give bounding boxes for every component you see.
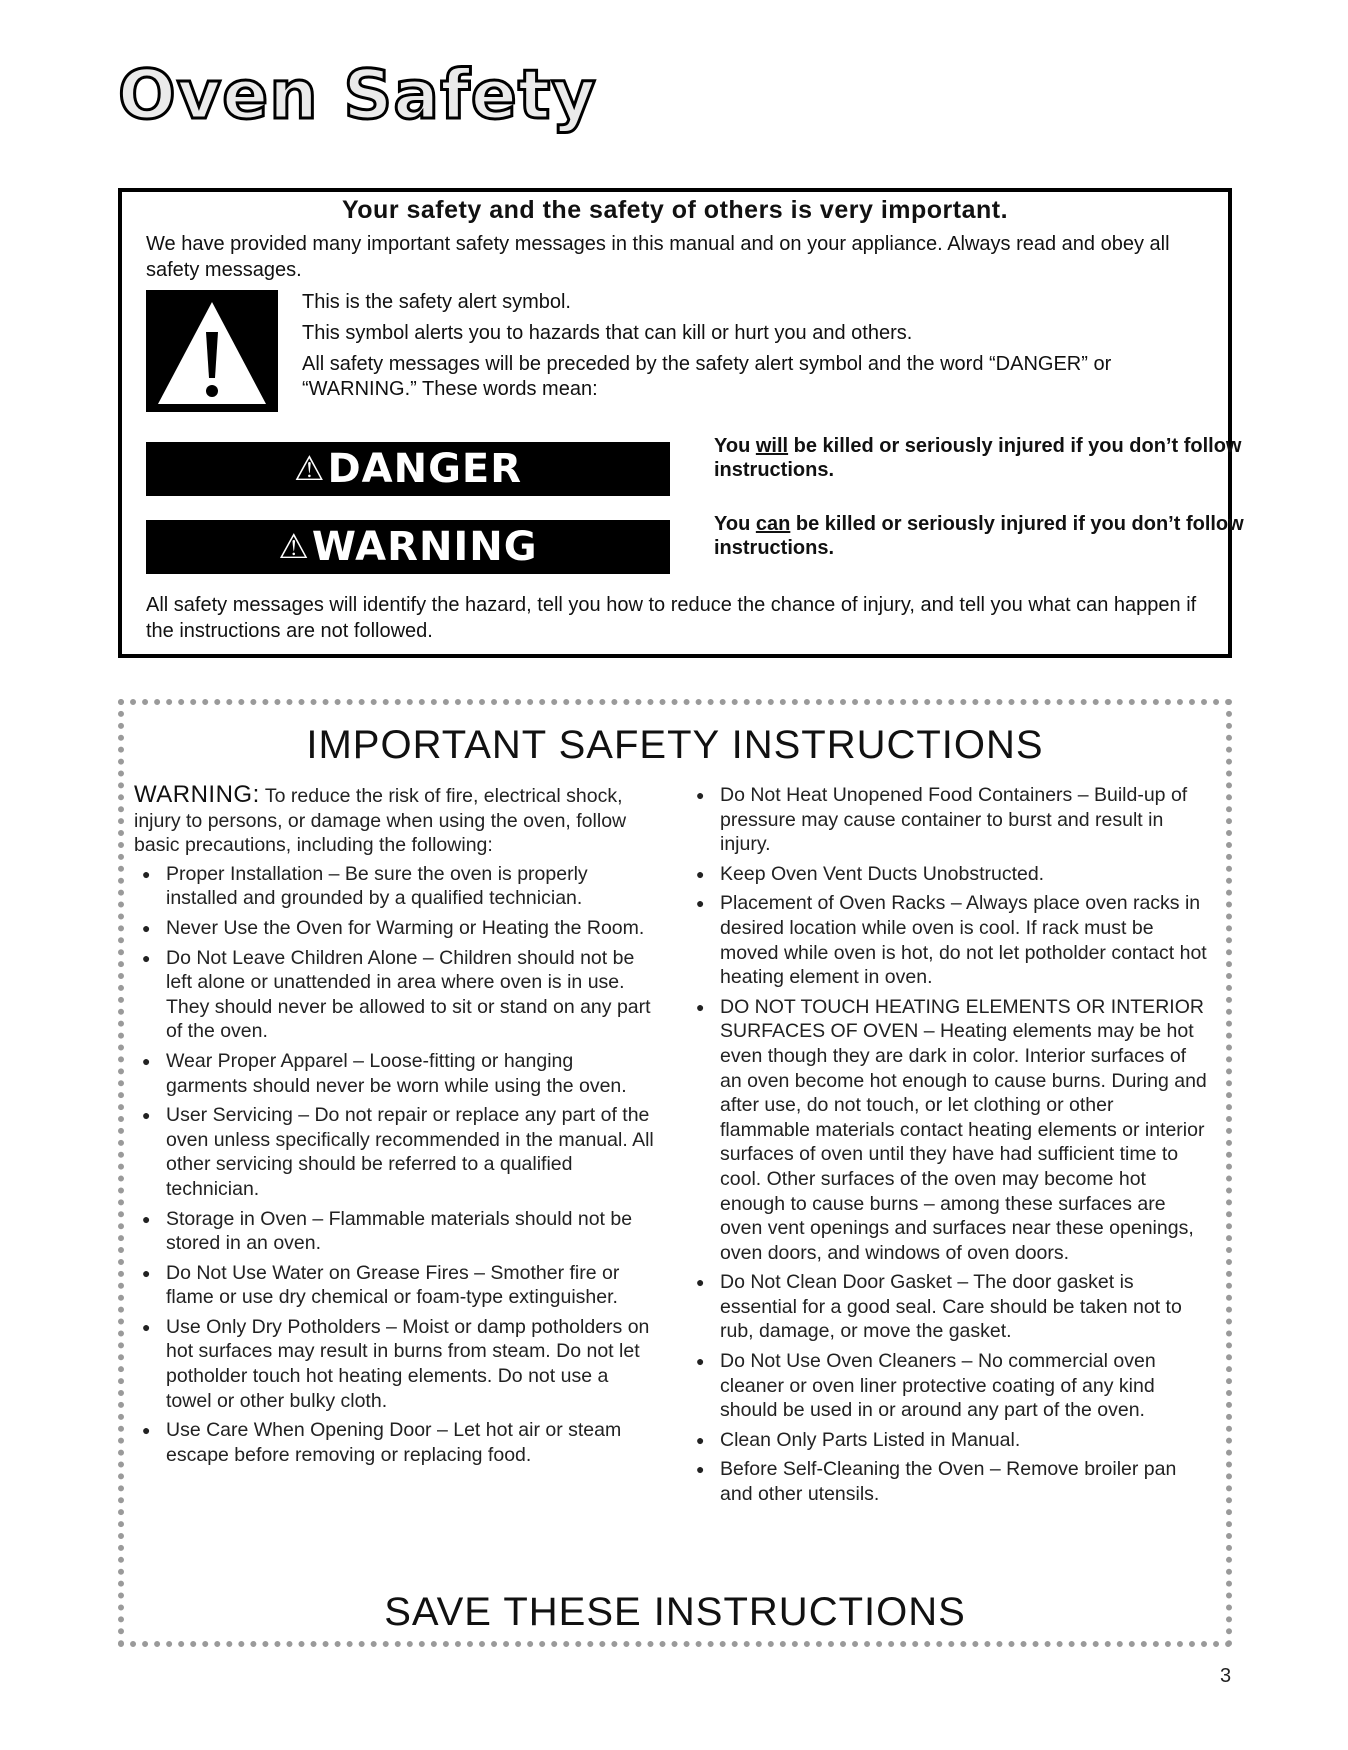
- bullet-icon: ●: [696, 998, 705, 1015]
- warning-description: You can be killed or seriously injured if you don’t follow instructions.: [714, 513, 1244, 559]
- safety-outro: All safety messages will identify the hazard, tell you how to reduce the chance of injury, and tell you what can happen if the instructions are not followed.: [146, 594, 1197, 642]
- bullet-icon: ●: [142, 949, 151, 966]
- bullet-icon: ●: [696, 1461, 705, 1478]
- bullet-icon: ●: [142, 1318, 151, 1335]
- bullet-icon: ●: [696, 1353, 705, 1370]
- list-item: ● Keep Oven Vent Ducts Unobstructed.: [696, 862, 1045, 885]
- bullet-icon: ●: [142, 1107, 151, 1124]
- list-item: ● Wear Proper Apparel – Loose-fitting or hanging garments should never be worn while using the oven.: [142, 1049, 627, 1097]
- bullet-icon: ●: [142, 919, 151, 936]
- danger-description: You will be killed or seriously injured if you don’t follow instructions.: [714, 435, 1242, 481]
- safety-headline: Your safety and the safety of others is very important.: [341, 196, 1009, 224]
- bullet-icon: ●: [142, 1210, 151, 1227]
- list-item: ● Before Self-Cleaning the Oven – Remove broiler pan and other utensils.: [696, 1458, 1177, 1506]
- bullet-icon: ●: [696, 865, 705, 882]
- list-item: ● User Servicing – Do not repair or replace any part of the oven unless specifically recommended in the manual. All other servicing should be referred to a qualified technician.: [142, 1104, 654, 1200]
- danger-row: [146, 435, 1242, 498]
- instructions-right-column: [688, 783, 1208, 1512]
- warning-emphasis: can: [755, 513, 791, 535]
- instructions-left-column: [134, 783, 654, 1472]
- warning-banner: [146, 520, 670, 574]
- warning-label: WARNING: [311, 524, 538, 570]
- list-item: ● Use Care When Opening Door – Let hot air or steam escape before removing or replacing food.: [142, 1419, 622, 1466]
- list-item: ● Do Not Use Water on Grease Fires – Smother fire or flame or use dry chemical or foam-type extinguisher.: [142, 1261, 620, 1309]
- list-item: ● Clean Only Parts Listed in Manual.: [696, 1428, 1021, 1451]
- alert-line: This is the safety alert symbol.: [302, 291, 571, 313]
- danger-banner: [146, 442, 670, 496]
- alert-line: This symbol alerts you to hazards that can kill or hurt you and others.: [302, 322, 913, 344]
- list-item: ● Do Not Leave Children Alone – Children should not be left alone or unattended in area where oven is in use. They should never be allowed to sit or stand on any part of the oven.: [142, 946, 651, 1043]
- bullet-icon: ●: [696, 895, 705, 912]
- right-bullet-list: [688, 783, 1208, 1507]
- bullet-icon: ●: [142, 1264, 151, 1281]
- alert-line: All safety messages will be preceded by the safety alert symbol and the word “DANGER” or “WARNING.” These words mean:: [302, 353, 1112, 400]
- warning-paragraph: WARNING: To reduce the risk of fire, electrical shock, injury to persons, or damage when using the oven, follow basic precautions, including the following:: [134, 781, 627, 857]
- warning-triangle-icon: [146, 290, 278, 412]
- bullet-icon: ●: [696, 1274, 705, 1291]
- list-item: ● Never Use the Oven for Warming or Heating the Room.: [142, 916, 645, 939]
- danger-label: DANGER: [327, 446, 523, 492]
- list-item: ● Do Not Heat Unopened Food Containers – Build-up of pressure may cause container to burst and result in injury.: [696, 784, 1188, 856]
- warning-triangle-icon: ⚠: [293, 449, 326, 489]
- bullet-icon: ●: [142, 1052, 151, 1069]
- left-bullet-list: [134, 862, 654, 1468]
- instructions-title: IMPORTANT SAFETY INSTRUCTIONS: [306, 723, 1044, 767]
- safety-intro: We have provided many important safety messages in this manual and on your appliance. Always read and obey all safety messages.: [146, 233, 1170, 281]
- list-item: ● DO NOT TOUCH HEATING ELEMENTS OR INTERIOR SURFACES OF OVEN – Heating elements may be hot even though they are dark in color. Interior surfaces of an oven become hot enough to cause burns. During and after use, do not touch, or let clothing or other flammable materials contact heating elements or interior surfaces of oven until they have had sufficient time to cool. Other surfaces of the oven may become hot enough to cause burns – among these surfaces are oven vent openings and surfaces near these openings, oven doors, and windows of oven doors.: [696, 995, 1207, 1264]
- page-number: 3: [1220, 1665, 1232, 1687]
- list-item: ● Placement of Oven Racks – Always place oven racks in desired location while oven is cool. If rack must be moved while oven is hot, do not let potholder contact hot heating element in oven.: [696, 892, 1207, 989]
- alert-description: [302, 290, 1212, 408]
- list-item: ● Do Not Use Oven Cleaners – No commercial oven cleaner or oven liner protective coating of any kind should be used in or around any part of the oven.: [696, 1350, 1156, 1422]
- bullet-icon: ●: [142, 1422, 151, 1439]
- safety-message-box: [118, 188, 1244, 658]
- safety-alert-block: [146, 290, 1226, 414]
- list-item: ● Storage in Oven – Flammable materials should not be stored in an oven.: [142, 1207, 633, 1255]
- bullet-icon: ●: [696, 1431, 705, 1448]
- warning-label: WARNING:: [134, 781, 260, 808]
- warning-row: [146, 513, 1244, 576]
- danger-emphasis: will: [755, 435, 789, 457]
- important-safety-instructions: [118, 699, 1232, 1647]
- bullet-icon: ●: [142, 865, 151, 882]
- warning-triangle-icon: ⚠: [278, 527, 310, 567]
- save-instructions-title: SAVE THESE INSTRUCTIONS: [384, 1590, 966, 1634]
- list-item: ● Use Only Dry Potholders – Moist or damp potholders on hot surfaces may result in burns from steam. Do not let potholder touch hot heating elements. Do not use a towel or other bulky cloth.: [142, 1315, 650, 1412]
- list-item: ● Proper Installation – Be sure the oven is properly installed and grounded by a qualified technician.: [142, 862, 588, 910]
- list-item: ● Do Not Clean Door Gasket – The door gasket is essential for a good seal. Care should be taken not to rub, damage, or move the gasket.: [696, 1271, 1182, 1343]
- bullet-icon: ●: [696, 787, 705, 803]
- page-title: Oven Safety: [118, 56, 597, 135]
